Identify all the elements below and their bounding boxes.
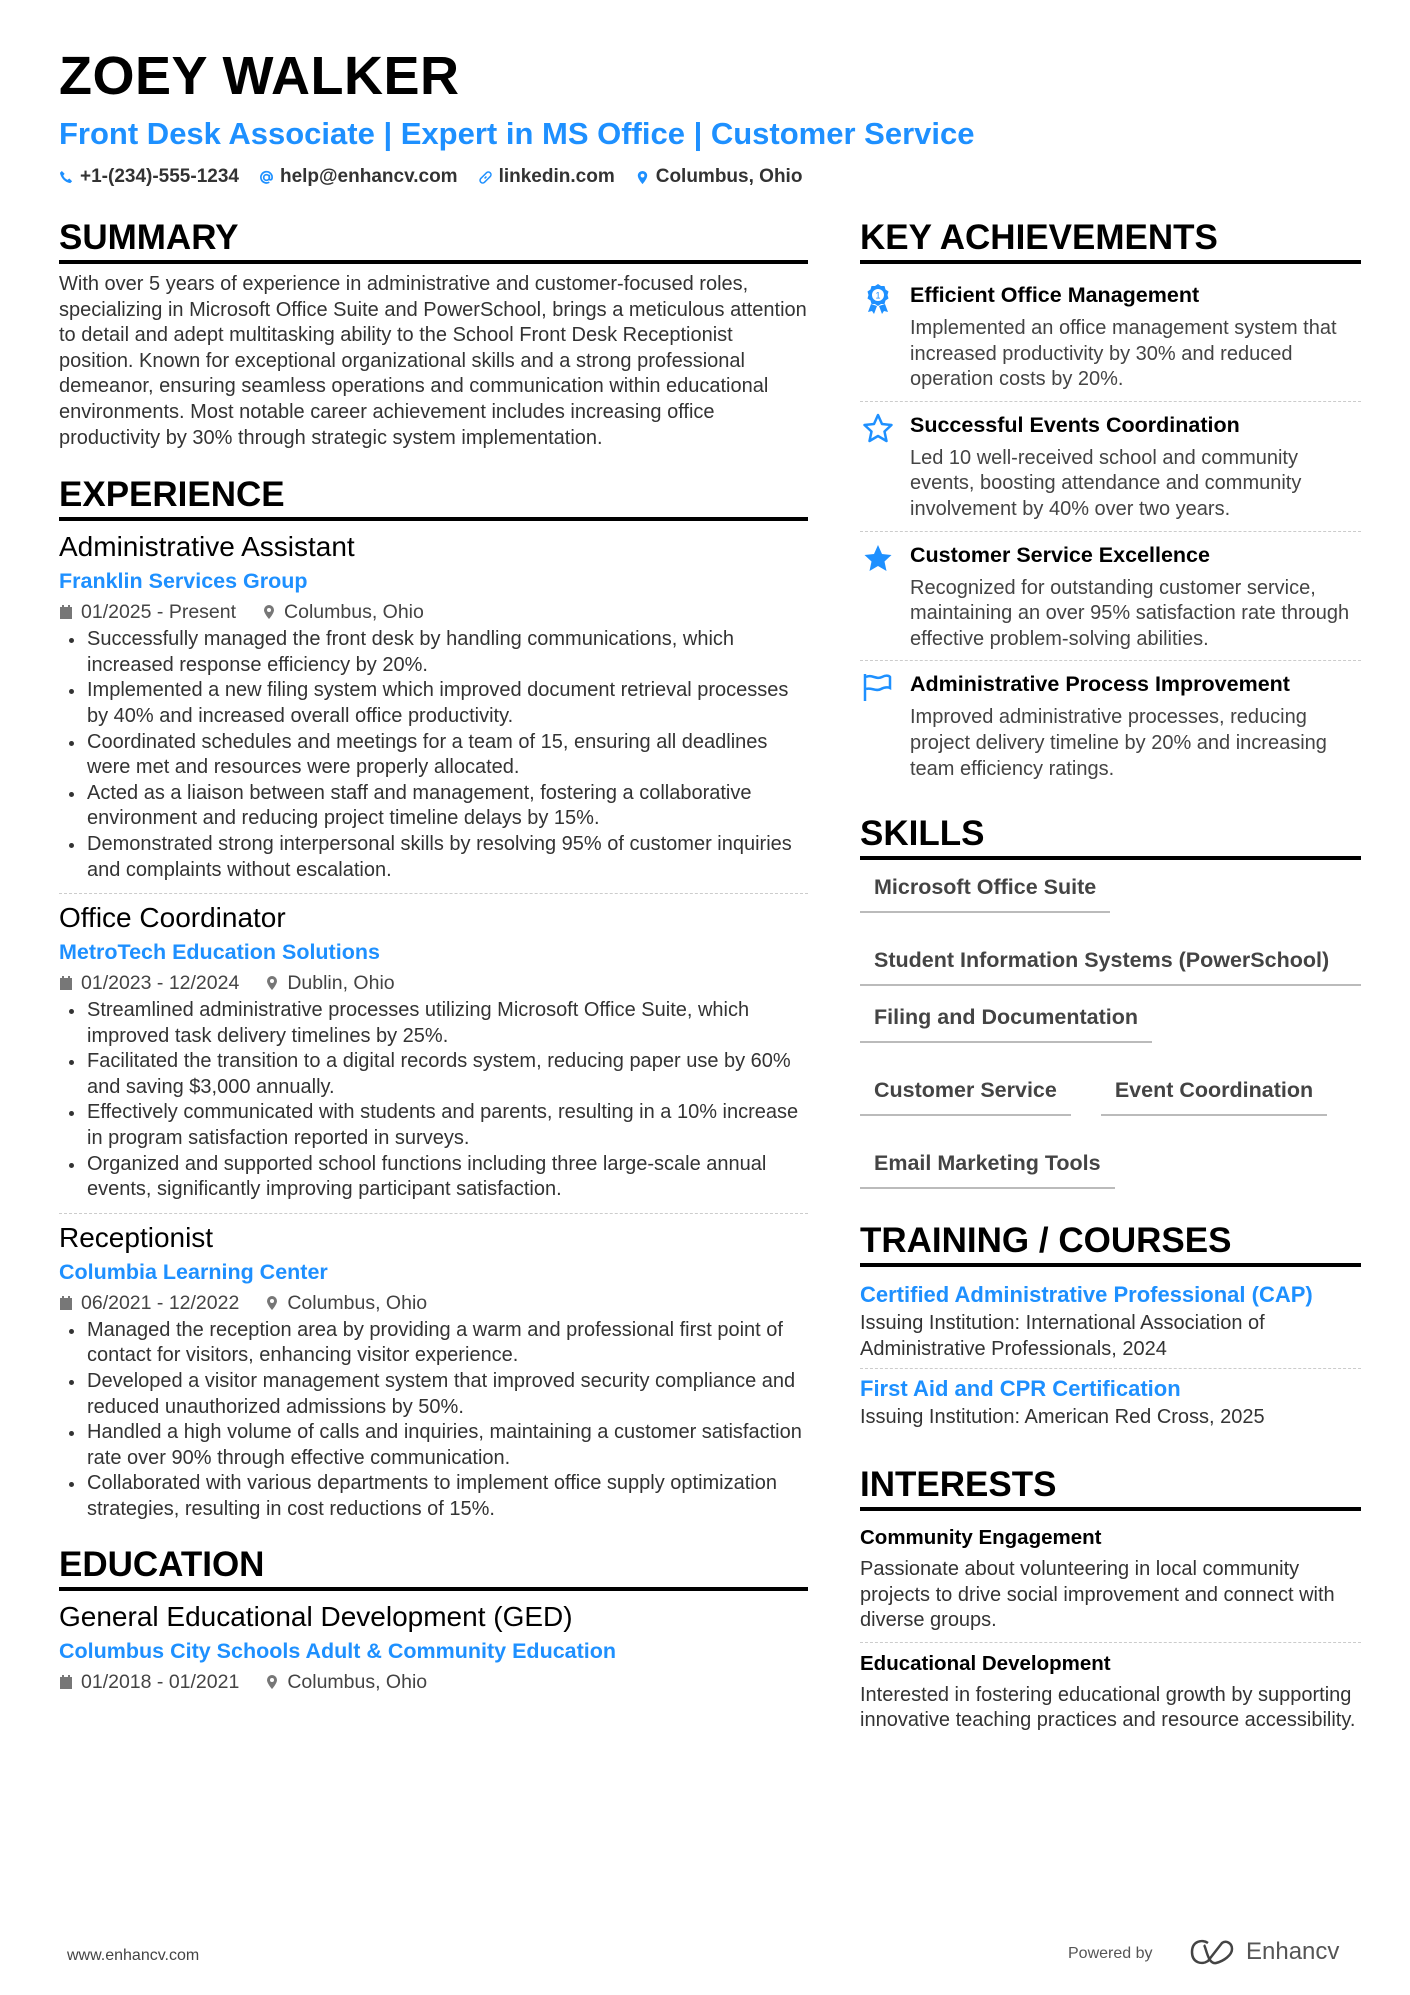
calendar-icon <box>59 1674 73 1690</box>
footer-url[interactable]: www.enhancv.com <box>67 1947 200 1964</box>
calendar-icon <box>59 604 73 620</box>
skill-tag: Filing and Documentation <box>860 1002 1152 1043</box>
education-section <box>59 1543 808 1697</box>
skills-section <box>860 812 1361 1189</box>
job-entry <box>59 893 808 1209</box>
section-title: INTERESTS <box>860 1463 1361 1511</box>
bullet-item: Developed a visitor management system that improved security compliance and reduced unauthorized admissions by 50%. <box>59 1369 808 1420</box>
achievement-text: Led 10 well-received school and community events, boosting attendance and community involvement by 40% over two years. <box>910 446 1302 520</box>
section-title: SUMMARY <box>59 216 808 264</box>
interest-title: Educational Development <box>860 1651 1111 1675</box>
candidate-name: ZOEY WALKER <box>59 46 460 106</box>
company-name: MetroTech Education Solutions <box>59 940 380 965</box>
skill-tag: Student Information Systems (PowerSchool) <box>860 945 1361 986</box>
achievement-text: Implemented an office management system that increased productivity by 30% and reduced operation costs by 20%. <box>910 317 1337 391</box>
training-title[interactable]: First Aid and CPR Certification <box>860 1376 1181 1402</box>
enhancv-logo-icon <box>1188 1939 1236 1965</box>
bullet-item: Organized and supported school functions including three large-scale annual events, significantly improving participant satisfaction. <box>59 1152 808 1203</box>
section-title: EXPERIENCE <box>59 473 808 521</box>
location-icon <box>635 170 650 185</box>
job-bullets <box>59 1318 808 1523</box>
phone-icon <box>59 170 74 185</box>
section-title: SKILLS <box>860 812 1361 860</box>
bullet-item: Managed the reception area by providing a warm and professional first point of contact for visitors, enhancing visitor experience. <box>59 1318 808 1369</box>
star-filled-icon <box>860 540 896 653</box>
achievement-text: Improved administrative processes, reducing project delivery timeline by 20% and increasing team efficiency ratings. <box>910 706 1327 780</box>
candidate-headline: Front Desk Associate | Expert in MS Office | Customer Service <box>59 116 975 151</box>
degree: General Educational Development (GED) <box>59 1600 573 1632</box>
link-icon <box>478 170 493 185</box>
contact-linkedin[interactable]: linkedin.com <box>478 164 615 190</box>
skill-tag: Event Coordination <box>1101 1075 1327 1116</box>
interest-item <box>860 1519 1361 1642</box>
skill-tag: Email Marketing Tools <box>860 1148 1115 1189</box>
achievement-text: Recognized for outstanding customer service, maintaining an over 95% satisfaction rate through effective problem-solving abilities. <box>910 576 1350 650</box>
achievement-title: Successful Events Coordination <box>910 412 1240 437</box>
location-icon <box>265 1295 279 1311</box>
achievement-item <box>860 402 1361 532</box>
bullet-item: Collaborated with various departments to implement office supply optimization strategies, resulting in cost reductions of 15%. <box>59 1471 808 1522</box>
job-title: Office Coordinator <box>59 902 286 934</box>
experience-section <box>59 473 808 1528</box>
training-text: Issuing Institution: International Association of Administrative Professionals, 2024 <box>860 1312 1265 1360</box>
contact-email[interactable]: help@enhancv.com <box>259 164 458 190</box>
training-section <box>860 1219 1361 1437</box>
interest-text: Interested in fostering educational growth by supporting innovative teaching practices and resource accessibility. <box>860 1683 1356 1732</box>
contact-phone[interactable]: +1-(234)-555-1234 <box>59 164 239 190</box>
training-text: Issuing Institution: American Red Cross, 2025 <box>860 1406 1265 1429</box>
svg-text:1: 1 <box>875 290 881 301</box>
bullet-item: Effectively communicated with students and parents, resulting in a 10% increase in program satisfaction reported in surveys. <box>59 1100 808 1151</box>
bullet-item: Facilitated the transition to a digital records system, reducing paper use by 60% and saving $3,000 annually. <box>59 1049 808 1100</box>
job-entry <box>59 529 808 889</box>
company-name: Columbia Learning Center <box>59 1259 328 1284</box>
job-meta: 01/2025 - Present Columbus, Ohio <box>59 597 808 627</box>
job-bullets <box>59 998 808 1203</box>
skill-tag: Customer Service <box>860 1075 1071 1116</box>
location-icon <box>265 975 279 991</box>
achievement-title: Administrative Process Improvement <box>910 672 1290 697</box>
left-column <box>59 216 808 1697</box>
bullet-item: Coordinated schedules and meetings for a team of 15, ensuring all deadlines were met and resources were properly allocated. <box>59 730 808 781</box>
interest-text: Passionate about volunteering in local community projects to drive social improvement and connect with diverse groups. <box>860 1557 1335 1632</box>
enhancv-logo[interactable]: Enhancv <box>1188 1938 1339 1966</box>
achievement-item <box>860 272 1361 402</box>
location-icon <box>265 1674 279 1690</box>
star-outline-icon <box>860 410 896 523</box>
section-title: TRAINING / COURSES <box>860 1219 1361 1267</box>
section-title: EDUCATION <box>59 1543 808 1591</box>
school: Columbus City Schools Adult & Community Education <box>59 1638 617 1663</box>
skill-tag: Microsoft Office Suite <box>860 872 1110 913</box>
right-column <box>860 216 1361 1742</box>
job-meta: 01/2023 - 12/2024 Dublin, Ohio <box>59 968 808 998</box>
job-bullets <box>59 627 808 883</box>
calendar-icon <box>59 1295 73 1311</box>
job-title: Administrative Assistant <box>59 531 355 563</box>
bullet-item: Successfully managed the front desk by handling communications, which increased response efficiency by 20%. <box>59 627 808 678</box>
achievement-title: Efficient Office Management <box>910 283 1200 307</box>
calendar-icon <box>59 975 73 991</box>
achievement-item <box>860 661 1361 790</box>
interest-item <box>860 1642 1361 1742</box>
contact-bar <box>59 164 1359 190</box>
achievements-section <box>860 216 1361 790</box>
section-title: KEY ACHIEVEMENTS <box>860 216 1361 264</box>
job-title: Receptionist <box>59 1221 214 1253</box>
training-item <box>860 1275 1361 1368</box>
at-icon <box>259 170 274 185</box>
training-title[interactable]: Certified Administrative Professional (CAP) <box>860 1282 1313 1308</box>
powered-by-label: Powered by <box>1068 1945 1153 1962</box>
bullet-item: Streamlined administrative processes utilizing Microsoft Office Suite, which improved task delivery timelines by 25%. <box>59 998 808 1049</box>
bullet-item: Implemented a new filing system which improved document retrieval processes by 40% and increased overall office productivity. <box>59 678 808 729</box>
bullet-item: Demonstrated strong interpersonal skills by resolving 95% of customer inquiries and complaints without escalation. <box>59 832 808 883</box>
contact-location: Columbus, Ohio <box>635 164 803 190</box>
flag-icon <box>860 669 896 782</box>
education-meta: 01/2018 - 01/2021 Columbus, Ohio <box>59 1667 808 1697</box>
award-ribbon-icon <box>860 280 896 393</box>
achievement-title: Customer Service Excellence <box>910 542 1210 567</box>
company-name: Franklin Services Group <box>59 569 308 594</box>
training-item <box>860 1368 1361 1437</box>
summary-text: With over 5 years of experience in administrative and customer-focused roles, specializing in Microsoft Office Suite and PowerSchool, brings a meticulous attention to detail and adept multitasking ability to the School Front Desk Receptionist position. Known for exceptional organizational skills and a strong professional demeanor, ensuring seamless operations and communication within educational environments. Most notable career achievement includes increasing office productivity by 30% through strategic system implementation. <box>59 273 807 449</box>
interests-section <box>860 1463 1361 1742</box>
job-meta: 06/2021 - 12/2022 Columbus, Ohio <box>59 1288 808 1318</box>
resume-header <box>59 44 1359 190</box>
bullet-item: Handled a high volume of calls and inquiries, maintaining a customer satisfaction rate over 90% through effective communication. <box>59 1420 808 1471</box>
bullet-item: Acted as a liaison between staff and management, fostering a collaborative environment and reducing project timeline delays by 15%. <box>59 781 808 832</box>
interest-title: Community Engagement <box>860 1525 1102 1549</box>
achievement-item <box>860 532 1361 662</box>
summary-section <box>59 216 808 451</box>
job-entry <box>59 1213 808 1529</box>
location-icon <box>262 604 276 620</box>
